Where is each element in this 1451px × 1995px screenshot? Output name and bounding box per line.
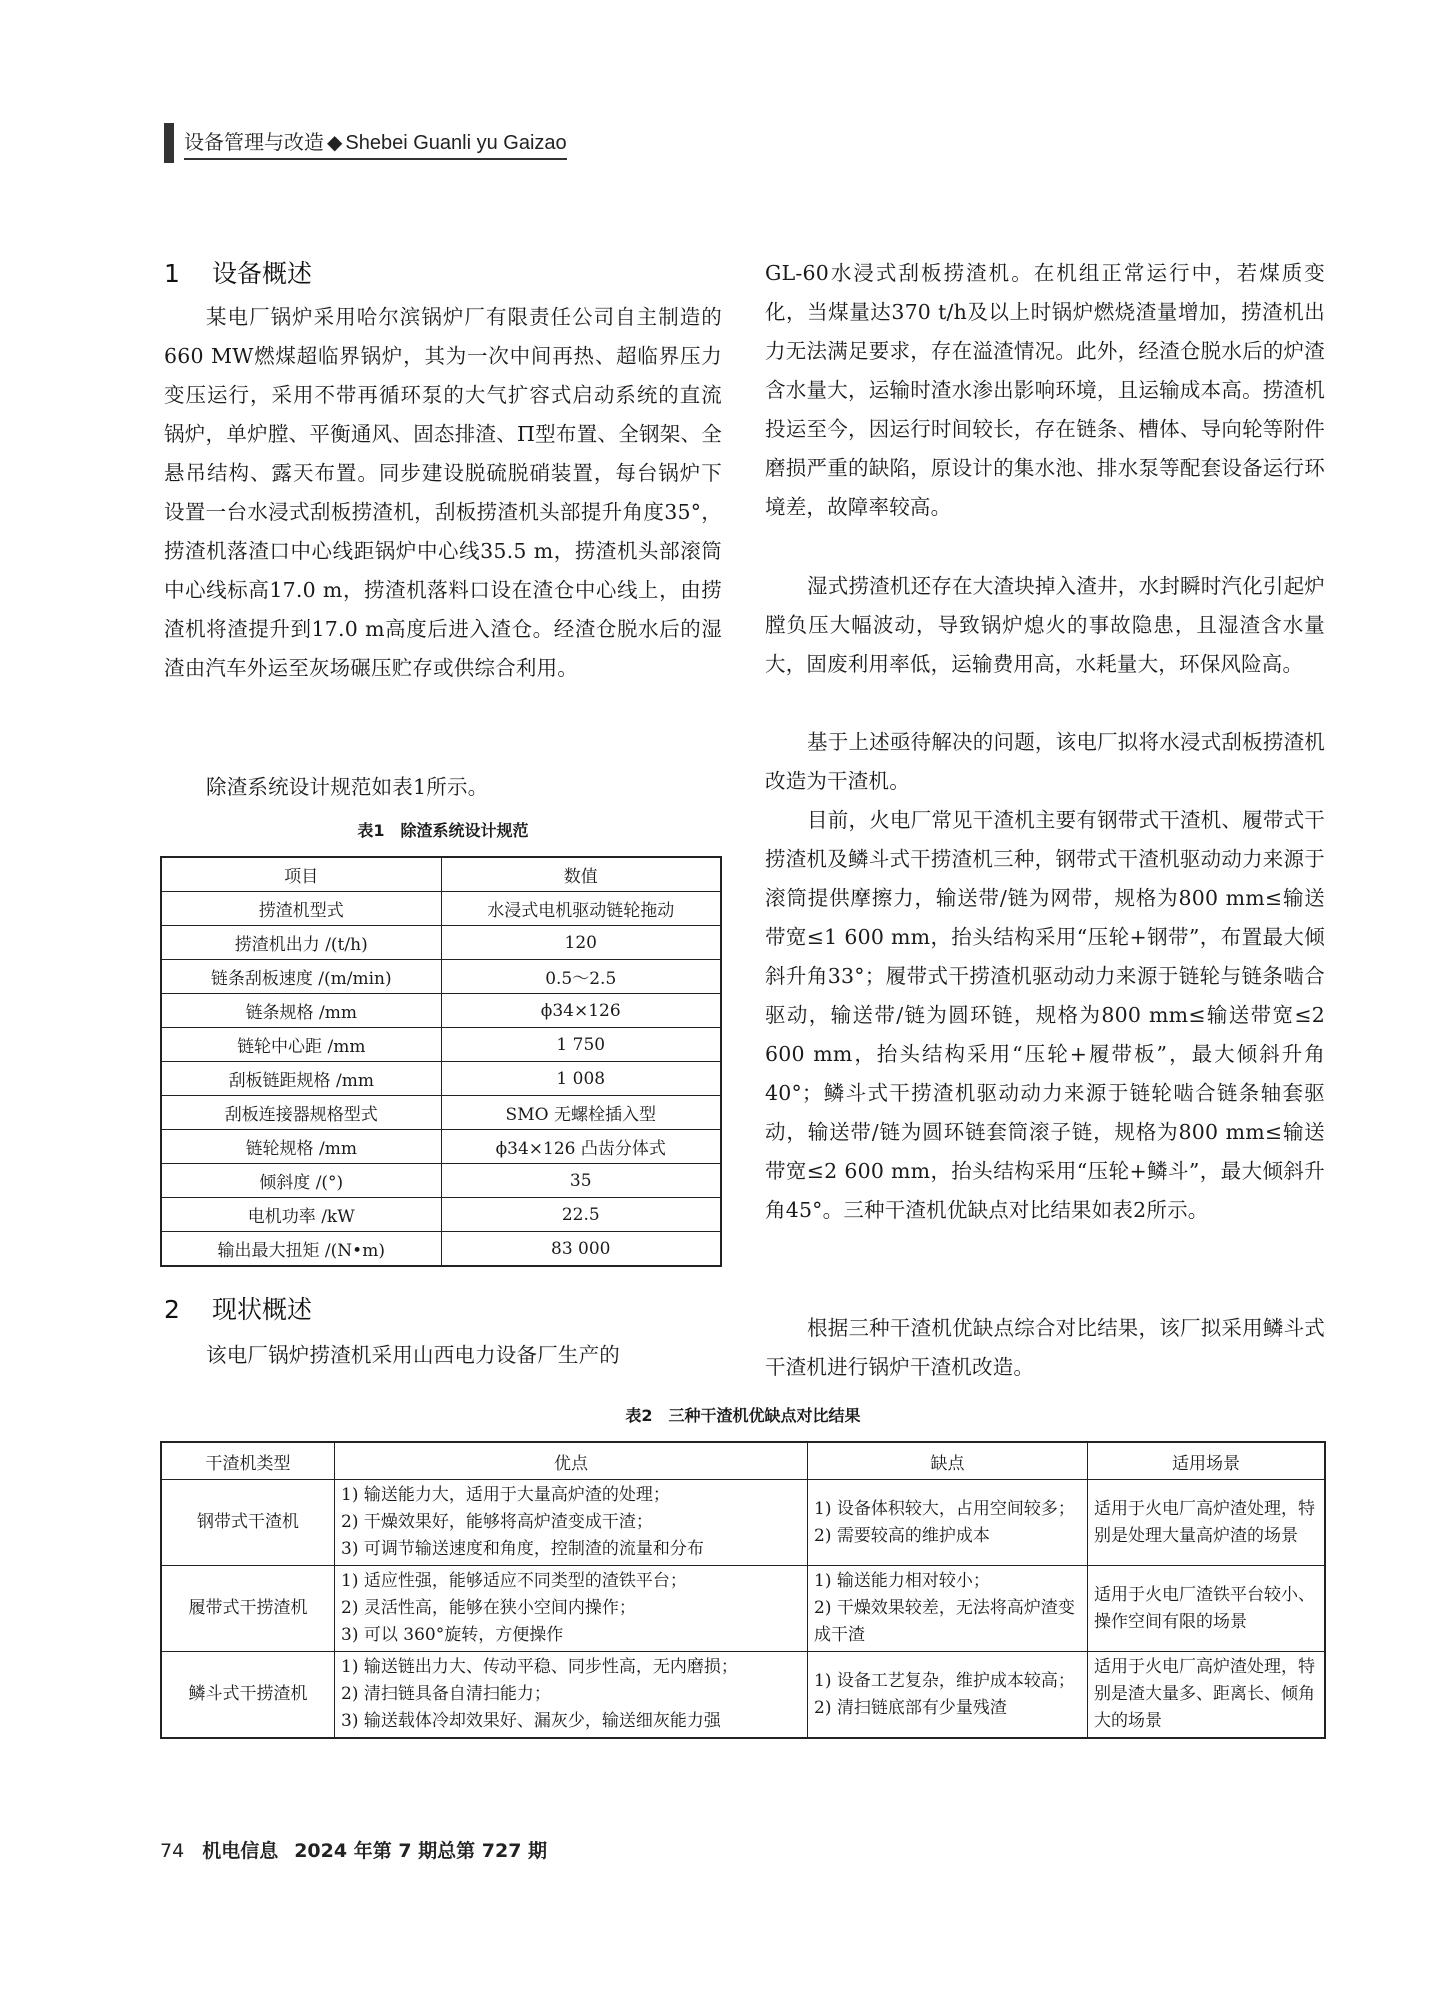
table-cell: ϕ34×126 <box>441 994 721 1028</box>
table-header-row <box>161 1442 1325 1480</box>
table-row <box>161 1480 1325 1566</box>
table-cell: 捞渣机出力 /(t/h) <box>161 926 441 960</box>
table-header-cell: 干渣机类型 <box>161 1442 335 1480</box>
table-cell: SMO 无螺栓插入型 <box>441 1096 721 1130</box>
pros-cell <box>335 1566 808 1652</box>
table-cell: 120 <box>441 926 721 960</box>
list-item: 1) 适应性强，能够适应不同类型的渣铁平台； <box>341 1571 687 1591</box>
page-number: 74 <box>160 1840 185 1862</box>
table-cell: 捞渣机型式 <box>161 892 441 926</box>
table-row <box>161 1566 1325 1652</box>
pros-cell <box>335 1480 808 1566</box>
table-cell: 电机功率 /kW <box>161 1198 441 1232</box>
list-item: 1) 输送链出力大、传动平稳、同步性高，无内磨损； <box>341 1657 738 1677</box>
table-row <box>161 994 721 1028</box>
table-cell: 83 000 <box>441 1232 721 1267</box>
header-bar <box>164 123 174 163</box>
list-item: 3) 可以 360°旋转，方便操作 <box>341 1625 564 1645</box>
paragraph-conclusion: 根据三种干渣机优缺点综合对比结果，该厂拟采用鳞斗式干渣机进行锅炉干渣机改造。 <box>765 1316 1325 1379</box>
table-row <box>161 960 721 994</box>
table2 <box>160 1441 1326 1739</box>
section-title: 设备概述 <box>212 259 313 288</box>
table-row <box>161 1232 721 1267</box>
list-item: 2) 干燥效果较差，无法将高炉渣变成干渣 <box>814 1598 1075 1645</box>
list-item: 1) 设备体积较大，占用空间较多； <box>814 1498 1075 1519</box>
paragraph-status: 该电厂锅炉捞渣机采用山西电力设备厂生产的 <box>206 1343 620 1367</box>
paragraph-table1-ref: 除渣系统设计规范如表1所示。 <box>206 775 489 799</box>
table1 <box>160 856 722 1267</box>
pros-cell <box>335 1652 808 1739</box>
list-item: 3) 输送载体冷却效果好、漏灰少，输送细灰能力强 <box>341 1711 721 1731</box>
table1-caption: 表1 除渣系统设计规范 <box>357 821 529 840</box>
diamond-icon: ◆ <box>327 130 343 154</box>
table-row <box>161 1028 721 1062</box>
table-row <box>161 1130 721 1164</box>
paragraph-plan: 基于上述亟待解决的问题，该电厂拟将水浸式刮板捞渣机改造为干渣机。 <box>765 730 1325 793</box>
table-cell: 链轮规格 /mm <box>161 1130 441 1164</box>
table-header-cell: 适用场景 <box>1088 1442 1326 1480</box>
table-cell: ϕ34×126 凸齿分体式 <box>441 1130 721 1164</box>
header-pinyin: Shebei Guanli yu Gaizao <box>345 132 567 154</box>
table-header-cell: 缺点 <box>808 1442 1088 1480</box>
table-row <box>161 1096 721 1130</box>
list-item: 2) 干燥效果好，能够将高炉渣变成干渣； <box>341 1512 653 1532</box>
table-cell: 链轮中心距 /mm <box>161 1028 441 1062</box>
scene-cell: 适用于火电厂高炉渣处理，特别是处理大量高炉渣的场景 <box>1088 1480 1326 1566</box>
cons-cell <box>808 1652 1088 1739</box>
table2-caption: 表2 三种干渣机优缺点对比结果 <box>625 1406 861 1425</box>
table-cell: 刮板链距规格 /mm <box>161 1062 441 1096</box>
table-cell: 水浸式电机驱动链轮拖动 <box>441 892 721 926</box>
list-item: 2) 清扫链底部有少量残渣 <box>814 1697 1007 1718</box>
dryer-type: 钢带式干渣机 <box>161 1480 335 1566</box>
table-cell: 倾斜度 /(°) <box>161 1164 441 1198</box>
table-cell: 1 750 <box>441 1028 721 1062</box>
section-title: 现状概述 <box>212 1295 313 1324</box>
table-header-cell: 优点 <box>335 1442 808 1480</box>
list-item: 1) 设备工艺复杂，维护成本较高； <box>814 1670 1075 1691</box>
table-cell: 22.5 <box>441 1198 721 1232</box>
table-cell: 0.5～2.5 <box>441 960 721 994</box>
scene-cell: 适用于火电厂高炉渣处理，特别是渣大量多、距离长、倾角大的场景 <box>1088 1652 1326 1739</box>
list-item: 3) 可调节输送速度和角度，控制渣的流量和分布 <box>341 1539 704 1559</box>
table-row <box>161 1164 721 1198</box>
running-header <box>164 124 567 162</box>
list-item: 2) 灵活性高，能够在狭小空间内操作； <box>341 1598 636 1618</box>
journal-name: 机电信息 <box>202 1840 279 1862</box>
table-cell: 1 008 <box>441 1062 721 1096</box>
table-header-cell: 数值 <box>441 857 721 892</box>
header-column-name: 设备管理与改造 <box>184 130 324 154</box>
section-heading-2 <box>164 1290 312 1326</box>
table-header-cell: 项目 <box>161 857 441 892</box>
table-row <box>161 926 721 960</box>
section-number: 2 <box>164 1295 180 1324</box>
paragraph-comparison: 目前，火电厂常见干渣机主要有钢带式干渣机、履带式干捞渣机及鳞斗式干捞渣机三种，钢带式干渣机驱动动力来源于滚筒提供摩擦力，输送带/链为网带，规格为800 mm≤输送带宽≤1 600 mm，抬头结构采用“压轮+钢带”，布置最大倾斜升角33°；履带式干捞渣机驱动动力来源于链轮与链条啮合驱动，输送带/链为圆环链，规格为800 mm≤输送带宽≤2 600 mm，抬头结构采用“压轮+履带板”，最大倾斜升角40°；鳞斗式干捞渣机驱动动力来源于链轮啮合链条轴套驱动，输送带/链为圆环链套筒滚子链，规格为800 mm≤输送带宽≤2 600 mm，抬头结构采用“压轮+鳞斗”，最大倾斜升角45°。三种干渣机优缺点对比结果如表2所示。 <box>765 808 1325 1222</box>
table-cell: 35 <box>441 1164 721 1198</box>
table-cell: 链条刮板速度 /(m/min) <box>161 960 441 994</box>
list-item: 1) 输送能力相对较小； <box>814 1571 990 1591</box>
table-row <box>161 1198 721 1232</box>
page-footer <box>160 1836 547 1863</box>
dryer-type: 履带式干捞渣机 <box>161 1566 335 1652</box>
header-text <box>184 126 567 160</box>
cons-cell <box>808 1480 1088 1566</box>
table-cell: 链条规格 /mm <box>161 994 441 1028</box>
section-number: 1 <box>164 259 180 288</box>
scene-cell: 适用于火电厂渣铁平台较小、操作空间有限的场景 <box>1088 1566 1326 1652</box>
table-header-row <box>161 857 721 892</box>
table-row <box>161 892 721 926</box>
paragraph-status-continued: GL-60水浸式刮板捞渣机。在机组正常运行中，若煤质变化，当煤量达370 t/h及以上时锅炉燃烧渣量增加，捞渣机出力无法满足要求，存在溢渣情况。此外，经渣仓脱水后的炉渣含水量大，运输时渣水渗出影响环境，且运输成本高。捞渣机投运至今，因运行时间较长，存在链条、槽体、导向轮等附件磨损严重的缺陷，原设计的集水池、排水泵等配套设备运行环境差，故障率较高。 <box>765 261 1325 519</box>
paragraph-wet-risk: 湿式捞渣机还存在大渣块掉入渣井，水封瞬时汽化引起炉膛负压大幅波动，导致锅炉熄火的事故隐患，且湿渣含水量大，固废利用率低，运输费用高，水耗量大，环保风险高。 <box>765 574 1325 676</box>
section-heading-1 <box>164 254 312 290</box>
issue-info: 2024 年第 7 期总第 727 期 <box>294 1840 548 1862</box>
table-row <box>161 1652 1325 1739</box>
list-item: 2) 清扫链具备自清扫能力； <box>341 1684 551 1704</box>
table-cell: 刮板连接器规格型式 <box>161 1096 441 1130</box>
paragraph-overview: 某电厂锅炉采用哈尔滨锅炉厂有限责任公司自主制造的660 MW燃煤超临界锅炉，其为一次中间再热、超临界压力变压运行，采用不带再循环泵的大气扩容式启动系统的直流锅炉，单炉膛、平衡通风、固态排渣、Π型布置、全钢架、全悬吊结构、露天布置。同步建设脱硫脱硝装置，每台锅炉下设置一台水浸式刮板捞渣机，刮板捞渣机头部提升角度35°，捞渣机落渣口中心线距锅炉中心线35.5 m，捞渣机头部滚筒中心线标高17.0 m，捞渣机落料口设在渣仓中心线上，由捞渣机将渣提升到17.0 m高度后进入渣仓。经渣仓脱水后的湿渣由汽车外运至灰场碾压贮存或供综合利用。 <box>164 305 722 680</box>
list-item: 2) 需要较高的维护成本 <box>814 1525 990 1546</box>
table-row <box>161 1062 721 1096</box>
table-cell: 输出最大扭矩 /(N•m) <box>161 1232 441 1267</box>
dryer-type: 鳞斗式干捞渣机 <box>161 1652 335 1739</box>
cons-cell <box>808 1566 1088 1652</box>
list-item: 1) 输送能力大，适用于大量高炉渣的处理； <box>341 1485 670 1505</box>
